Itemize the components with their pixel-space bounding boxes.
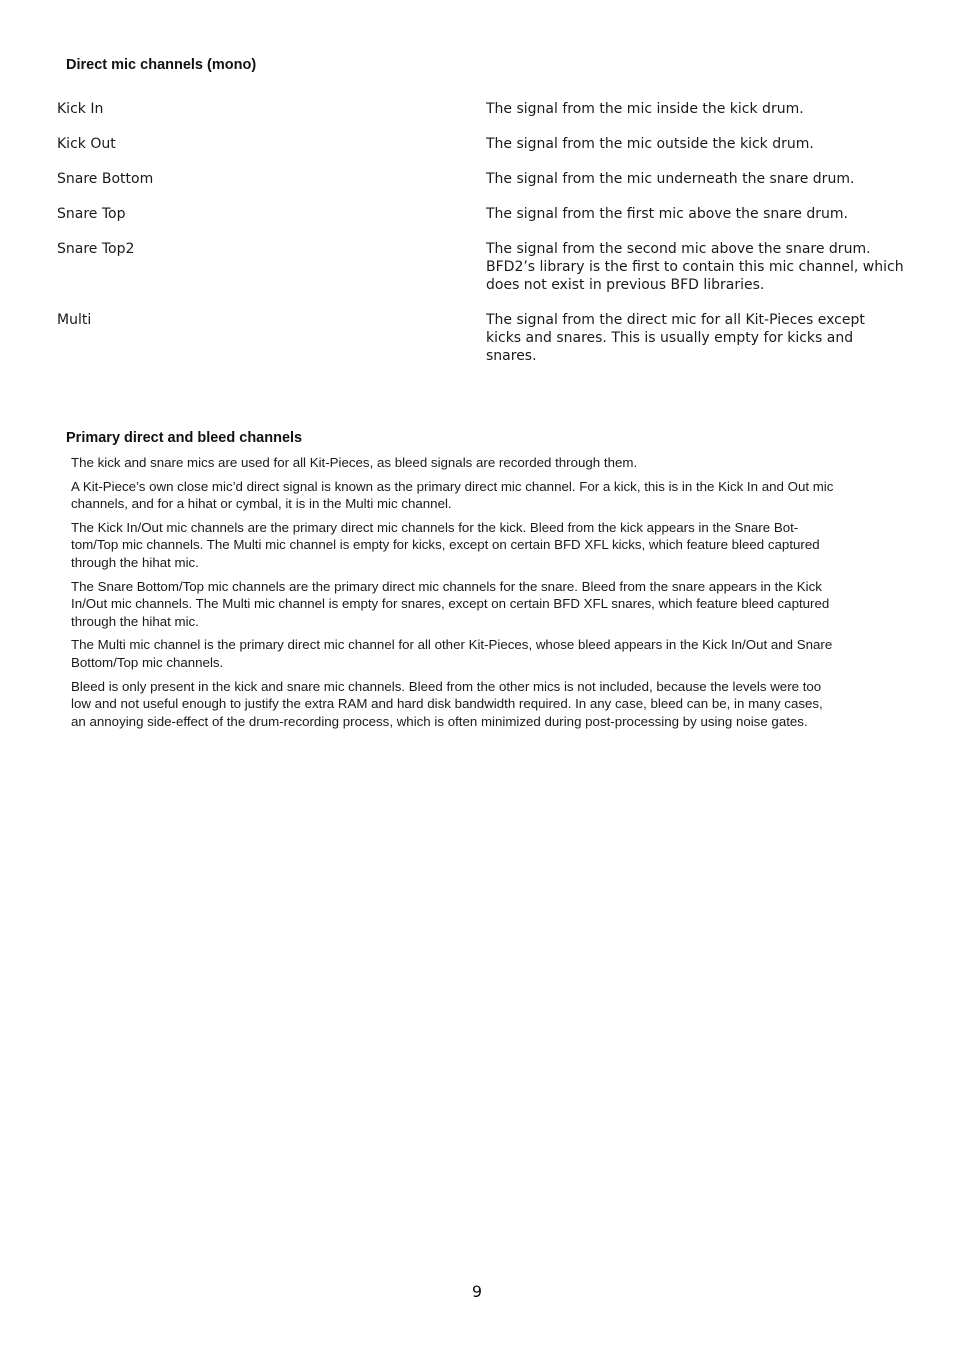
- mic-name: Snare Bottom: [57, 171, 154, 187]
- mic-name: Kick In: [57, 101, 104, 117]
- mic-description-line: does not exist in previous BFD libraries.: [486, 277, 765, 293]
- mic-description-line: kicks and snares. This is usually empty for kicks and snares.: [486, 330, 854, 364]
- paragraph-line: channels, and for a hihat or cymbal, it is in the Multi mic channel.: [71, 496, 452, 512]
- mic-row-snare-bottom: [57, 170, 917, 188]
- paragraph-line: an annoying side-effect of the drum-recording process, which is often minimized during post-processing by using noise gates.: [71, 713, 808, 729]
- mic-description-line: The signal from the mic inside the kick drum.: [486, 101, 804, 117]
- mic-description: [486, 205, 906, 223]
- primary-bleed-paragraphs: [71, 454, 901, 736]
- paragraph: [71, 678, 901, 731]
- mic-name: Multi: [57, 312, 92, 328]
- paragraph: [71, 578, 901, 631]
- paragraph-line: through the hihat mic.: [71, 554, 199, 570]
- section-heading-direct-mic-channels: Direct mic channels (mono): [66, 57, 257, 73]
- mic-description-line: The signal from the second mic above the snare drum.: [486, 241, 871, 257]
- mic-description: [486, 311, 906, 365]
- paragraph-line: Bleed is only present in the kick and snare mic channels. Bleed from the other mics is not included, because the levels were too: [71, 678, 822, 694]
- paragraph: [71, 454, 901, 472]
- mic-name: Snare Top2: [57, 241, 135, 257]
- paragraph-line: In/Out mic channels. The Multi mic channel is empty for snares, except on certain BFD XFL snares, which feature bleed captured: [71, 596, 830, 612]
- mic-description-line: The signal from the first mic above the snare drum.: [486, 206, 848, 222]
- paragraph-line: A Kit-Piece’s own close mic’d direct signal is known as the primary direct mic channel. For a kick, this is in the Kick In and Out mic: [71, 478, 834, 494]
- paragraph-line: Bottom/Top mic channels.: [71, 654, 224, 670]
- mic-description: [486, 100, 906, 118]
- mic-row-snare-top: [57, 205, 917, 223]
- section-heading-primary-direct-and-bleed: Primary direct and bleed channels: [66, 430, 303, 446]
- paragraph-line: The Kick In/Out mic channels are the primary direct mic channels for the kick. Bleed from the kick appears in the Snare Bot-: [71, 519, 799, 535]
- mic-description: [486, 135, 906, 153]
- mic-description-line: The signal from the mic outside the kick drum.: [486, 136, 814, 152]
- mic-row-multi: [57, 311, 917, 365]
- paragraph: [71, 636, 901, 671]
- mic-channel-table: [57, 100, 917, 365]
- mic-row-kick-in: [57, 100, 917, 118]
- mic-description-line: The signal from the direct mic for all Kit-Pieces except: [486, 312, 865, 328]
- mic-description: [486, 170, 906, 188]
- mic-name: Snare Top: [57, 206, 126, 222]
- paragraph-line: The kick and snare mics are used for all Kit-Pieces, as bleed signals are recorded through them.: [71, 455, 638, 470]
- mic-name: Kick Out: [57, 136, 116, 152]
- mic-row-snare-top2: [57, 240, 917, 294]
- paragraph-line: through the hihat mic.: [71, 613, 199, 629]
- paragraph: [71, 519, 901, 572]
- mic-description-line: The signal from the mic underneath the snare drum.: [486, 171, 855, 187]
- mic-row-kick-out: [57, 135, 917, 153]
- paragraph-line: tom/Top mic channels. The Multi mic channel is empty for kicks, except on certain BFD XFL kicks, which feature bleed captured: [71, 537, 820, 553]
- paragraph-line: The Snare Bottom/Top mic channels are the primary direct mic channels for the snare. Bleed from the snare appears in the Kick: [71, 578, 822, 594]
- paragraph-line: The Multi mic channel is the primary direct mic channel for all other Kit-Pieces, whose bleed appears in the Kick In/Out and Snare: [71, 637, 833, 653]
- mic-description-line: BFD2’s library is the first to contain this mic channel, which: [486, 259, 904, 275]
- paragraph-line: low and not useful enough to justify the extra RAM and hard disk bandwidth required. In any case, bleed can be, in many cases,: [71, 696, 823, 712]
- mic-description: [486, 240, 906, 294]
- paragraph: [71, 478, 901, 513]
- page-number: 9: [471, 1282, 483, 1301]
